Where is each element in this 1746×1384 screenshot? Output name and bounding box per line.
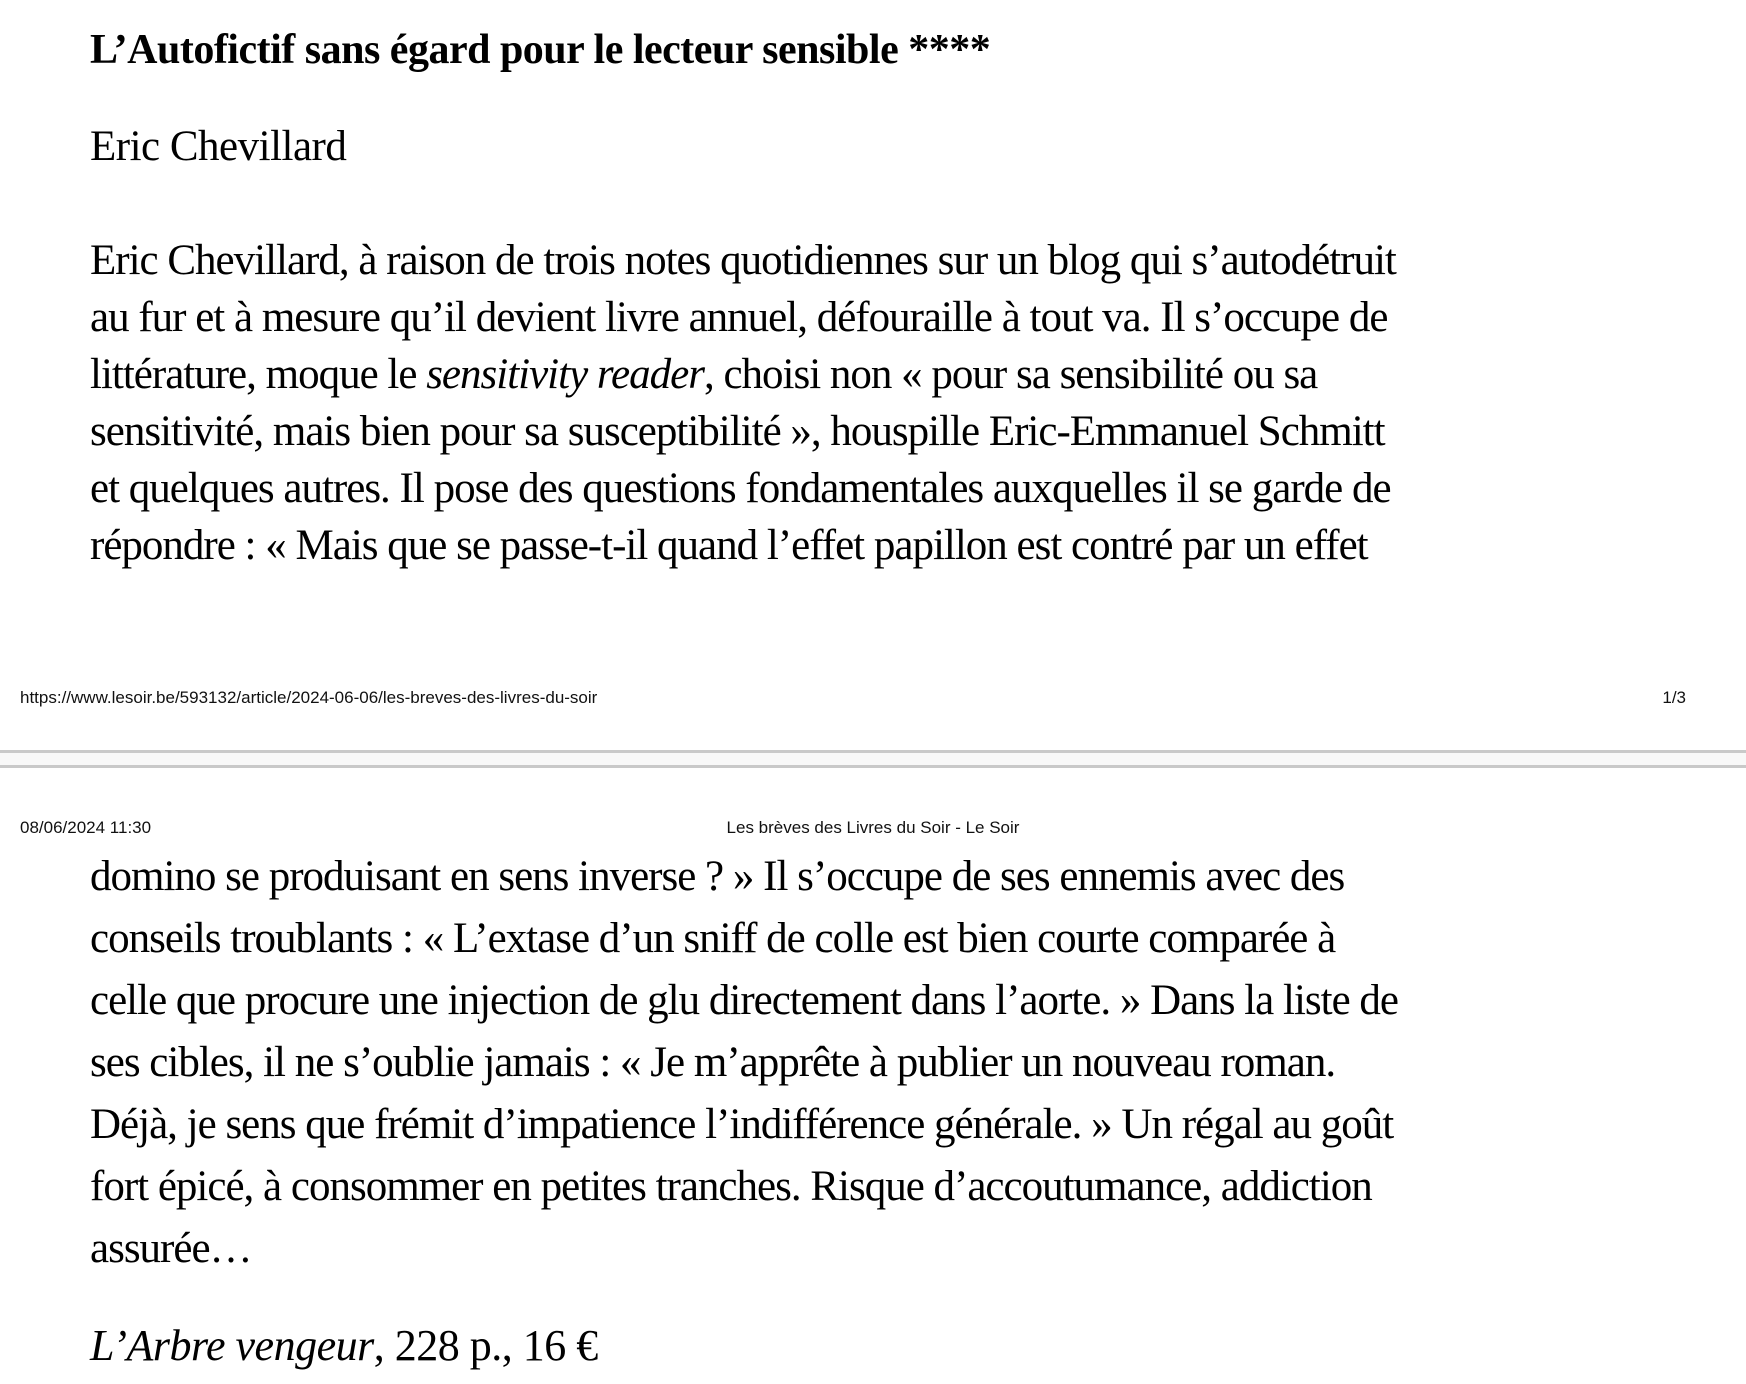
text-segment: , choisi non « pour sa sensibilité ou sa xyxy=(703,351,1318,398)
article-paragraph-page2 xyxy=(90,846,1398,1280)
article-paragraph-page1 xyxy=(90,232,1396,574)
page-header-datetime: 08/06/2024 11:30 xyxy=(20,818,152,837)
page-number-indicator: 1/3 xyxy=(1662,688,1686,707)
text-segment: , 228 p., 16 € xyxy=(373,1321,598,1370)
text-line xyxy=(90,1032,1398,1094)
text-line xyxy=(90,970,1398,1032)
page-header-document-title: Les brèves des Livres du Soir - Le Soir xyxy=(726,818,1020,837)
text-segment: et quelques autres. Il pose des questions fondamentales auxquelles il se garde de xyxy=(90,465,1391,512)
text-segment: sensitivité, mais bien pour sa susceptibilité », houspille Eric-Emmanuel Schmitt xyxy=(90,408,1385,455)
page-footer-url: https://www.lesoir.be/593132/article/2024-06-06/les-breves-des-livres-du-soir xyxy=(20,688,598,707)
text-segment: ses cibles, il ne s’oublie jamais : « Je m’apprête à publier un nouveau roman. xyxy=(90,1039,1336,1086)
text-segment: au fur et à mesure qu’il devient livre annuel, défouraille à tout va. Il s’occupe de xyxy=(90,294,1388,341)
text-line xyxy=(90,908,1398,970)
text-line xyxy=(90,846,1398,908)
text-line xyxy=(90,403,1396,460)
page-break-separator xyxy=(0,750,1746,768)
text-line xyxy=(90,460,1396,517)
book-reference-line xyxy=(90,1320,598,1371)
text-segment: assurée… xyxy=(90,1225,252,1272)
text-line xyxy=(90,517,1396,574)
text-segment: Eric Chevillard, à raison de trois notes quotidiennes sur un blog qui s’autodétruit xyxy=(90,237,1396,284)
text-segment: L’Arbre vengeur xyxy=(90,1321,374,1370)
text-segment: sensitivity reader xyxy=(426,351,704,398)
text-segment: celle que procure une injection de glu directement dans l’aorte. » Dans la liste de xyxy=(90,977,1398,1024)
text-segment: Déjà, je sens que frémit d’impatience l’indifférence générale. » Un régal au goût xyxy=(90,1101,1394,1148)
text-segment: fort épicé, à consommer en petites tranches. Risque d’accoutumance, addiction xyxy=(90,1163,1372,1210)
article-title: L’Autofictif sans égard pour le lecteur sensible **** xyxy=(90,27,991,73)
article-author: Eric Chevillard xyxy=(90,123,347,170)
text-line xyxy=(90,1218,1398,1280)
text-segment: domino se produisant en sens inverse ? » Il s’occupe de ses ennemis avec des xyxy=(90,853,1345,900)
text-line xyxy=(90,289,1396,346)
text-line xyxy=(90,1156,1398,1218)
text-segment: conseils troublants : « L’extase d’un sniff de colle est bien courte comparée à xyxy=(90,915,1336,962)
text-segment: littérature, moque le xyxy=(90,351,427,398)
text-line xyxy=(90,346,1396,403)
text-segment: répondre : « Mais que se passe-t-il quand l’effet papillon est contré par un effet xyxy=(90,522,1368,569)
text-line xyxy=(90,1094,1398,1156)
text-line xyxy=(90,232,1396,289)
